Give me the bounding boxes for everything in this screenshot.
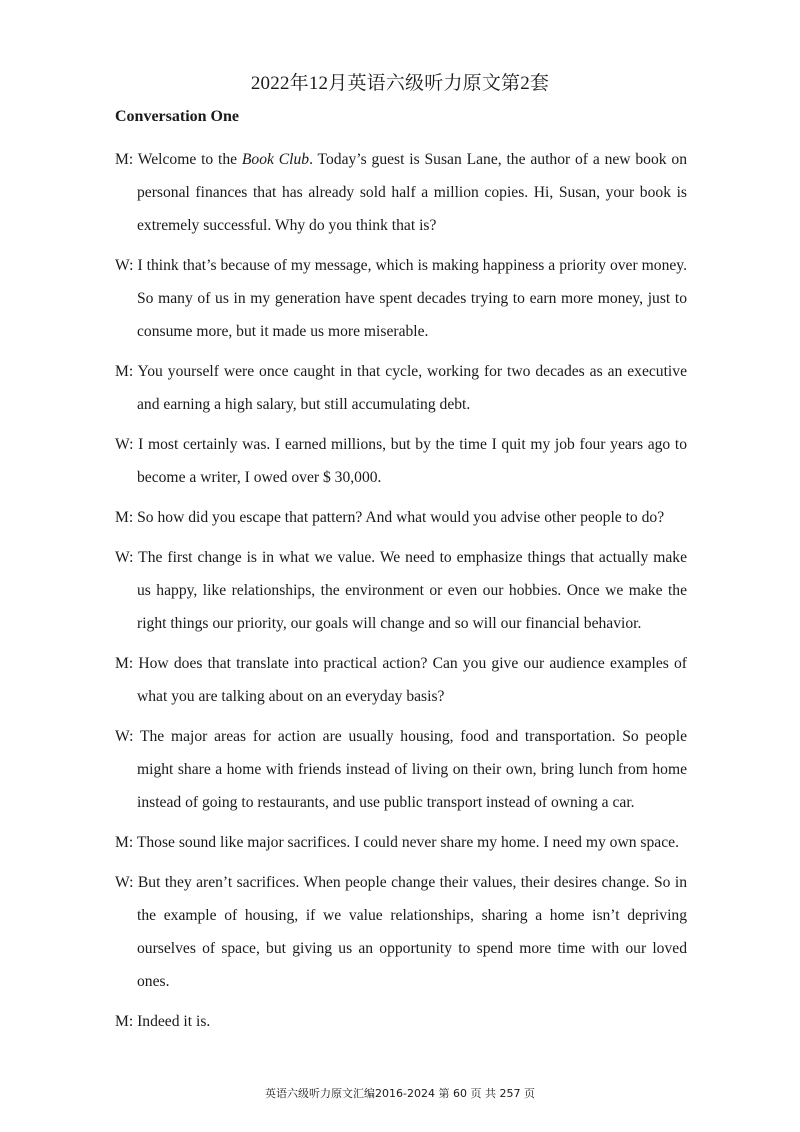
turn-text: Those sound like major sacrifices. I could never share my home. I need my own space.	[133, 834, 679, 851]
dialogue-turn	[115, 647, 687, 713]
dialogue-turn	[115, 720, 687, 819]
speaker-label: W:	[115, 728, 134, 745]
speaker-label: M:	[115, 1013, 134, 1030]
turn-text: Indeed it is.	[133, 1013, 211, 1030]
speaker-label: W:	[115, 257, 134, 274]
page-title: 2022年12月英语六级听力原文第2套	[250, 73, 550, 94]
speaker-label: M:	[115, 151, 134, 168]
turn-text: How does that translate into practical action? Can you give our audience examples of what you are talking about on an everyday basis?	[133, 655, 687, 705]
speaker-label: M:	[115, 655, 134, 672]
turn-text: You yourself were once caught in that cycle, working for two decades as an executive and earning a high salary, but still accumulating debt.	[133, 363, 687, 413]
turn-text: But they aren’t sacrifices. When people change their values, their desires change. So in the example of housing, if we value relationships, sharing a home isn’t depriving ourselves of space, but giving us an opportunity to spend more time with our loved ones.	[133, 874, 687, 990]
turn-text: So how did you escape that pattern? And what would you advise other people to do?	[133, 509, 665, 526]
dialogue-turn	[115, 826, 687, 859]
speaker-label: M:	[115, 834, 134, 851]
speaker-label: W:	[115, 874, 134, 891]
dialogue-turn	[115, 541, 687, 640]
turn-text: . Today’s guest is Susan Lane, the author of a new book on personal finances that has already sold half a million copies. Hi, Susan, your book is extremely successful. Why do you think that is?	[137, 151, 687, 234]
section-heading: Conversation One	[115, 108, 239, 125]
dialogue-turn	[115, 143, 687, 242]
turn-text: I think that’s because of my message, which is making happiness a priority over money. So many of us in my generation have spent decades trying to earn more money, just to consume more, but it made us more miserable.	[133, 257, 687, 340]
speaker-label: W:	[115, 549, 134, 566]
dialogue-turn	[115, 355, 687, 421]
dialogue-turn	[115, 249, 687, 348]
turn-text: The first change is in what we value. We need to emphasize things that actually make us happy, like relationships, the environment or even our hobbies. Once we make the right things our priority, our goals will change and so will our financial behavior.	[133, 549, 687, 632]
speaker-label: M:	[115, 363, 134, 380]
dialogue-turn	[115, 1005, 687, 1038]
book-title: Book Club	[241, 151, 310, 168]
page-footer: 英语六级听力原文汇编2016-2024 第 60 页 共 257 页	[265, 1087, 535, 1100]
speaker-label: W:	[115, 436, 134, 453]
turn-text: Welcome to the	[133, 151, 242, 168]
turn-text: The major areas for action are usually housing, food and transportation. So people might share a home with friends instead of living on their own, bring lunch from home instead of going to restaurants, and use public transport instead of owning a car.	[133, 728, 687, 811]
dialogue	[115, 143, 687, 1045]
turn-text: I most certainly was. I earned millions, but by the time I quit my job four years ago to become a writer, I owed over $ 30,000.	[133, 436, 687, 486]
speaker-label: M:	[115, 509, 134, 526]
dialogue-turn	[115, 501, 687, 534]
dialogue-turn	[115, 428, 687, 494]
dialogue-turn	[115, 866, 687, 998]
